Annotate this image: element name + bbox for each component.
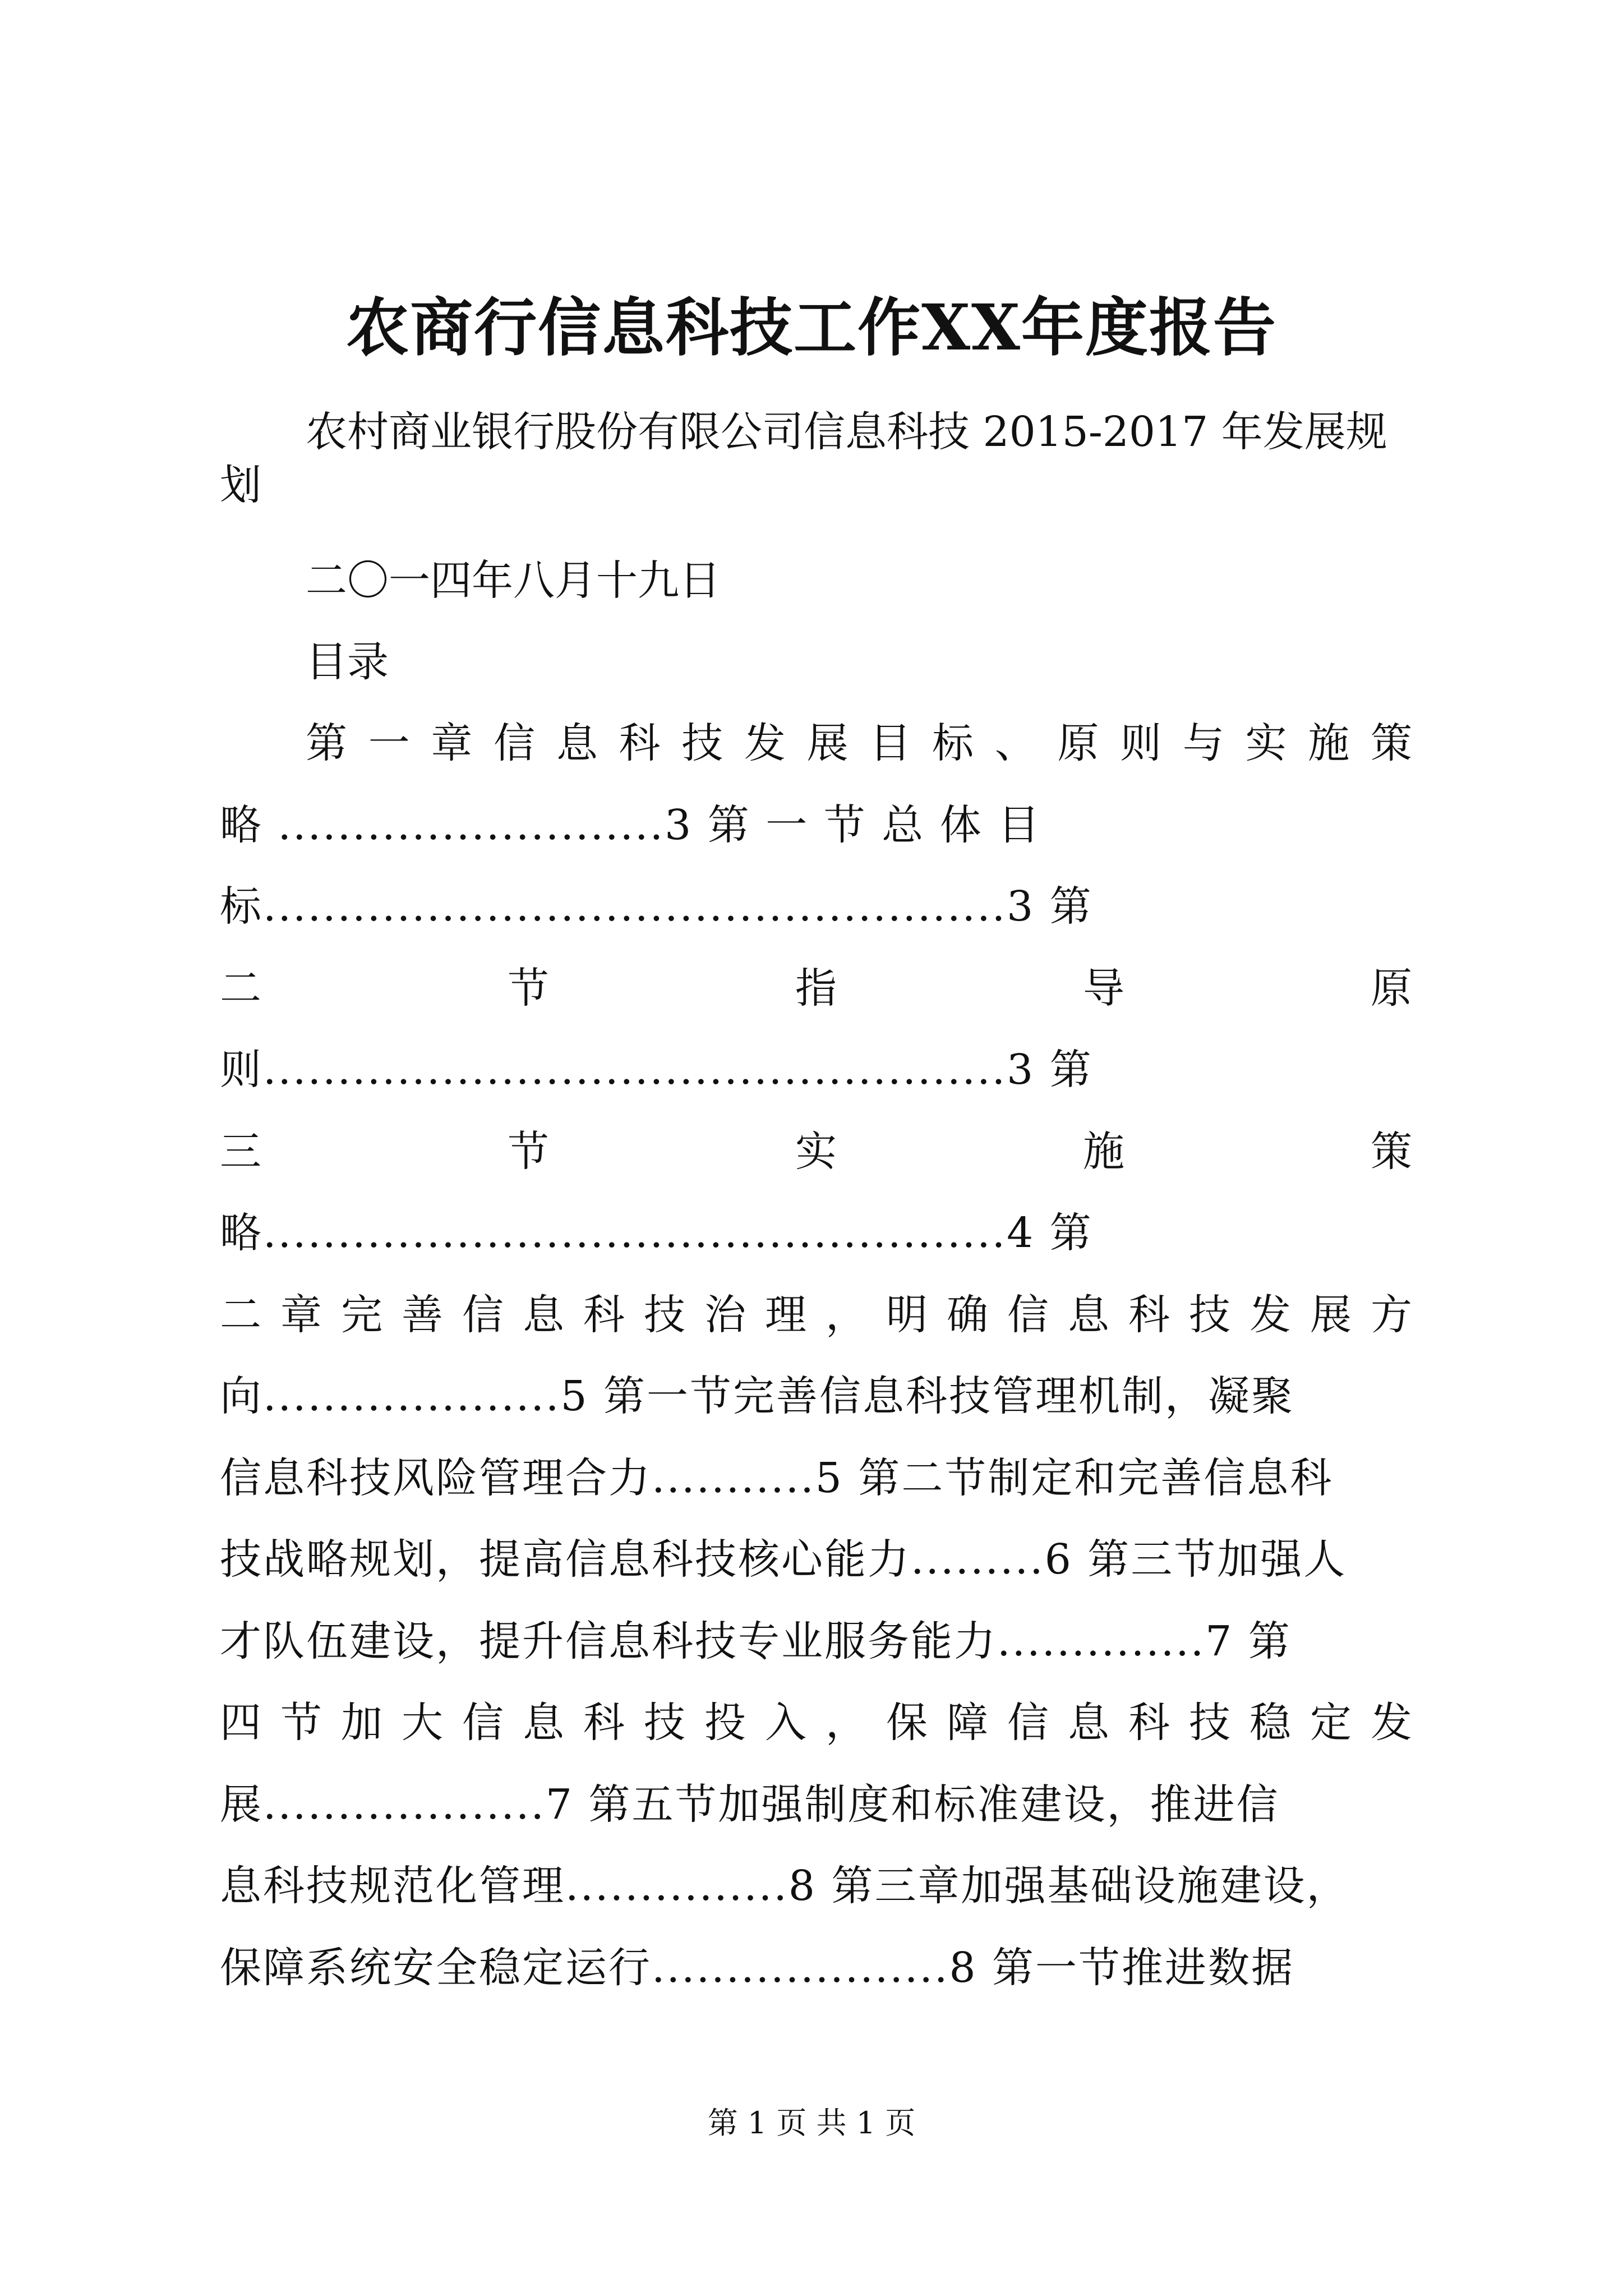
toc-char: 技 bbox=[1189, 1291, 1230, 1339]
toc-char: 标 bbox=[932, 719, 974, 767]
subtitle-line-2: 划 bbox=[220, 461, 261, 509]
toc-char: 确 bbox=[947, 1291, 988, 1339]
toc-char: 理 bbox=[765, 1291, 806, 1339]
toc-char: 科 bbox=[1128, 1291, 1170, 1339]
toc-char: 息 bbox=[523, 1291, 564, 1339]
toc-word: 节 bbox=[508, 1128, 549, 1176]
toc-char: 治 bbox=[704, 1291, 746, 1339]
toc-char: 节 bbox=[280, 1699, 322, 1747]
toc-line bbox=[220, 1695, 1412, 1751]
toc-word: 指 bbox=[795, 964, 837, 1013]
toc-char: 科 bbox=[583, 1291, 625, 1339]
toc-char: 定 bbox=[1310, 1699, 1352, 1747]
toc-char: 技 bbox=[644, 1699, 685, 1747]
toc-line: 技战略规划，提高信息科技核心能力.........6 第三节加强人 bbox=[220, 1535, 1347, 1584]
page-footer: 第 1 页 共 1 页 bbox=[707, 2105, 916, 2141]
toc-heading: 目录 bbox=[306, 638, 389, 686]
toc-char: 完 bbox=[341, 1291, 382, 1339]
toc-word: 原 bbox=[1371, 964, 1412, 1013]
toc-char: 原 bbox=[1057, 719, 1099, 767]
toc-char: 四 bbox=[220, 1699, 261, 1747]
toc-line: 保障系统安全稳定运行....................8 第一节推进数据 bbox=[220, 1944, 1295, 1992]
toc-word: 三 bbox=[220, 1128, 261, 1176]
subtitle-line-1: 农村商业银行股份有限公司信息科技 2015-2017 年发展规 bbox=[306, 408, 1387, 456]
toc-line bbox=[220, 1124, 1412, 1180]
toc-char: 科 bbox=[583, 1699, 625, 1747]
toc-char: 入 bbox=[765, 1699, 806, 1747]
toc-char: 章 bbox=[431, 719, 473, 767]
toc-line: 向....................5 第一节完善信息科技管理机制，凝聚 bbox=[220, 1372, 1295, 1420]
toc-char: 息 bbox=[556, 719, 598, 767]
toc-char: ， bbox=[826, 1699, 867, 1747]
toc-line bbox=[306, 715, 1412, 771]
toc-char: 善 bbox=[402, 1291, 443, 1339]
toc-char: 息 bbox=[523, 1699, 564, 1747]
toc-word: 施 bbox=[1083, 1128, 1124, 1176]
toc-char: 实 bbox=[1245, 719, 1287, 767]
toc-char: 则 bbox=[1120, 719, 1162, 767]
toc-char: 发 bbox=[744, 719, 786, 767]
toc-char: 技 bbox=[644, 1291, 685, 1339]
toc-line: 略 ..........................3 第 一 节 总 体 目 bbox=[220, 801, 1041, 849]
toc-char: 目 bbox=[869, 719, 911, 767]
toc-char: 保 bbox=[886, 1699, 928, 1747]
toc-char: 明 bbox=[886, 1291, 928, 1339]
toc-line: 标..................................................3 第 bbox=[220, 882, 1093, 931]
toc-char: 施 bbox=[1308, 719, 1350, 767]
toc-char: 技 bbox=[681, 719, 723, 767]
toc-char: 科 bbox=[1128, 1699, 1170, 1747]
toc-char: 二 bbox=[220, 1291, 261, 1339]
toc-char: 发 bbox=[1249, 1291, 1291, 1339]
toc-char: ， bbox=[826, 1291, 867, 1339]
toc-char: 第 bbox=[306, 719, 347, 767]
toc-line: 则..................................................3 第 bbox=[220, 1046, 1093, 1094]
toc-char: 大 bbox=[402, 1699, 443, 1747]
toc-char: 投 bbox=[704, 1699, 746, 1747]
toc-char: 展 bbox=[806, 719, 849, 767]
toc-line: 展...................7 第五节加强制度和标准建设，推进信 bbox=[220, 1780, 1280, 1829]
toc-char: 与 bbox=[1182, 719, 1224, 767]
toc-char: 展 bbox=[1310, 1291, 1352, 1339]
toc-line: 信息科技风险管理合力...........5 第二节制定和完善信息科 bbox=[220, 1454, 1334, 1502]
toc-char: 策 bbox=[1370, 719, 1412, 767]
toc-char: 方 bbox=[1371, 1291, 1412, 1339]
toc-word: 导 bbox=[1083, 964, 1124, 1013]
toc-word: 节 bbox=[508, 964, 549, 1013]
toc-char: 、 bbox=[994, 719, 1036, 767]
toc-char: 息 bbox=[1068, 1291, 1109, 1339]
toc-char: 科 bbox=[619, 719, 661, 767]
toc-char: 加 bbox=[341, 1699, 382, 1747]
document-date: 二〇一四年八月十九日 bbox=[306, 556, 721, 605]
toc-char: 信 bbox=[1007, 1291, 1049, 1339]
toc-char: 信 bbox=[1007, 1699, 1049, 1747]
toc-char: 信 bbox=[494, 719, 536, 767]
toc-char: 发 bbox=[1371, 1699, 1412, 1747]
toc-word: 实 bbox=[795, 1128, 837, 1176]
toc-line bbox=[220, 960, 1412, 1016]
toc-char: 章 bbox=[280, 1291, 322, 1339]
toc-word: 二 bbox=[220, 964, 261, 1013]
toc-line: 略..................................................4 第 bbox=[220, 1209, 1093, 1257]
document-title: 农商行信息科技工作XX年度报告 bbox=[346, 291, 1277, 365]
toc-char: 息 bbox=[1068, 1699, 1109, 1747]
toc-char: 信 bbox=[462, 1699, 504, 1747]
toc-char: 技 bbox=[1189, 1699, 1230, 1747]
toc-word: 策 bbox=[1371, 1128, 1412, 1176]
toc-char: 信 bbox=[462, 1291, 504, 1339]
toc-char: 一 bbox=[368, 719, 410, 767]
toc-line: 息科技规范化管理...............8 第三章加强基础设施建设， bbox=[220, 1862, 1350, 1910]
toc-char: 稳 bbox=[1249, 1699, 1291, 1747]
toc-line bbox=[220, 1287, 1412, 1343]
toc-line: 才队伍建设，提升信息科技专业服务能力..............7 第 bbox=[220, 1617, 1292, 1665]
toc-char: 障 bbox=[947, 1699, 988, 1747]
